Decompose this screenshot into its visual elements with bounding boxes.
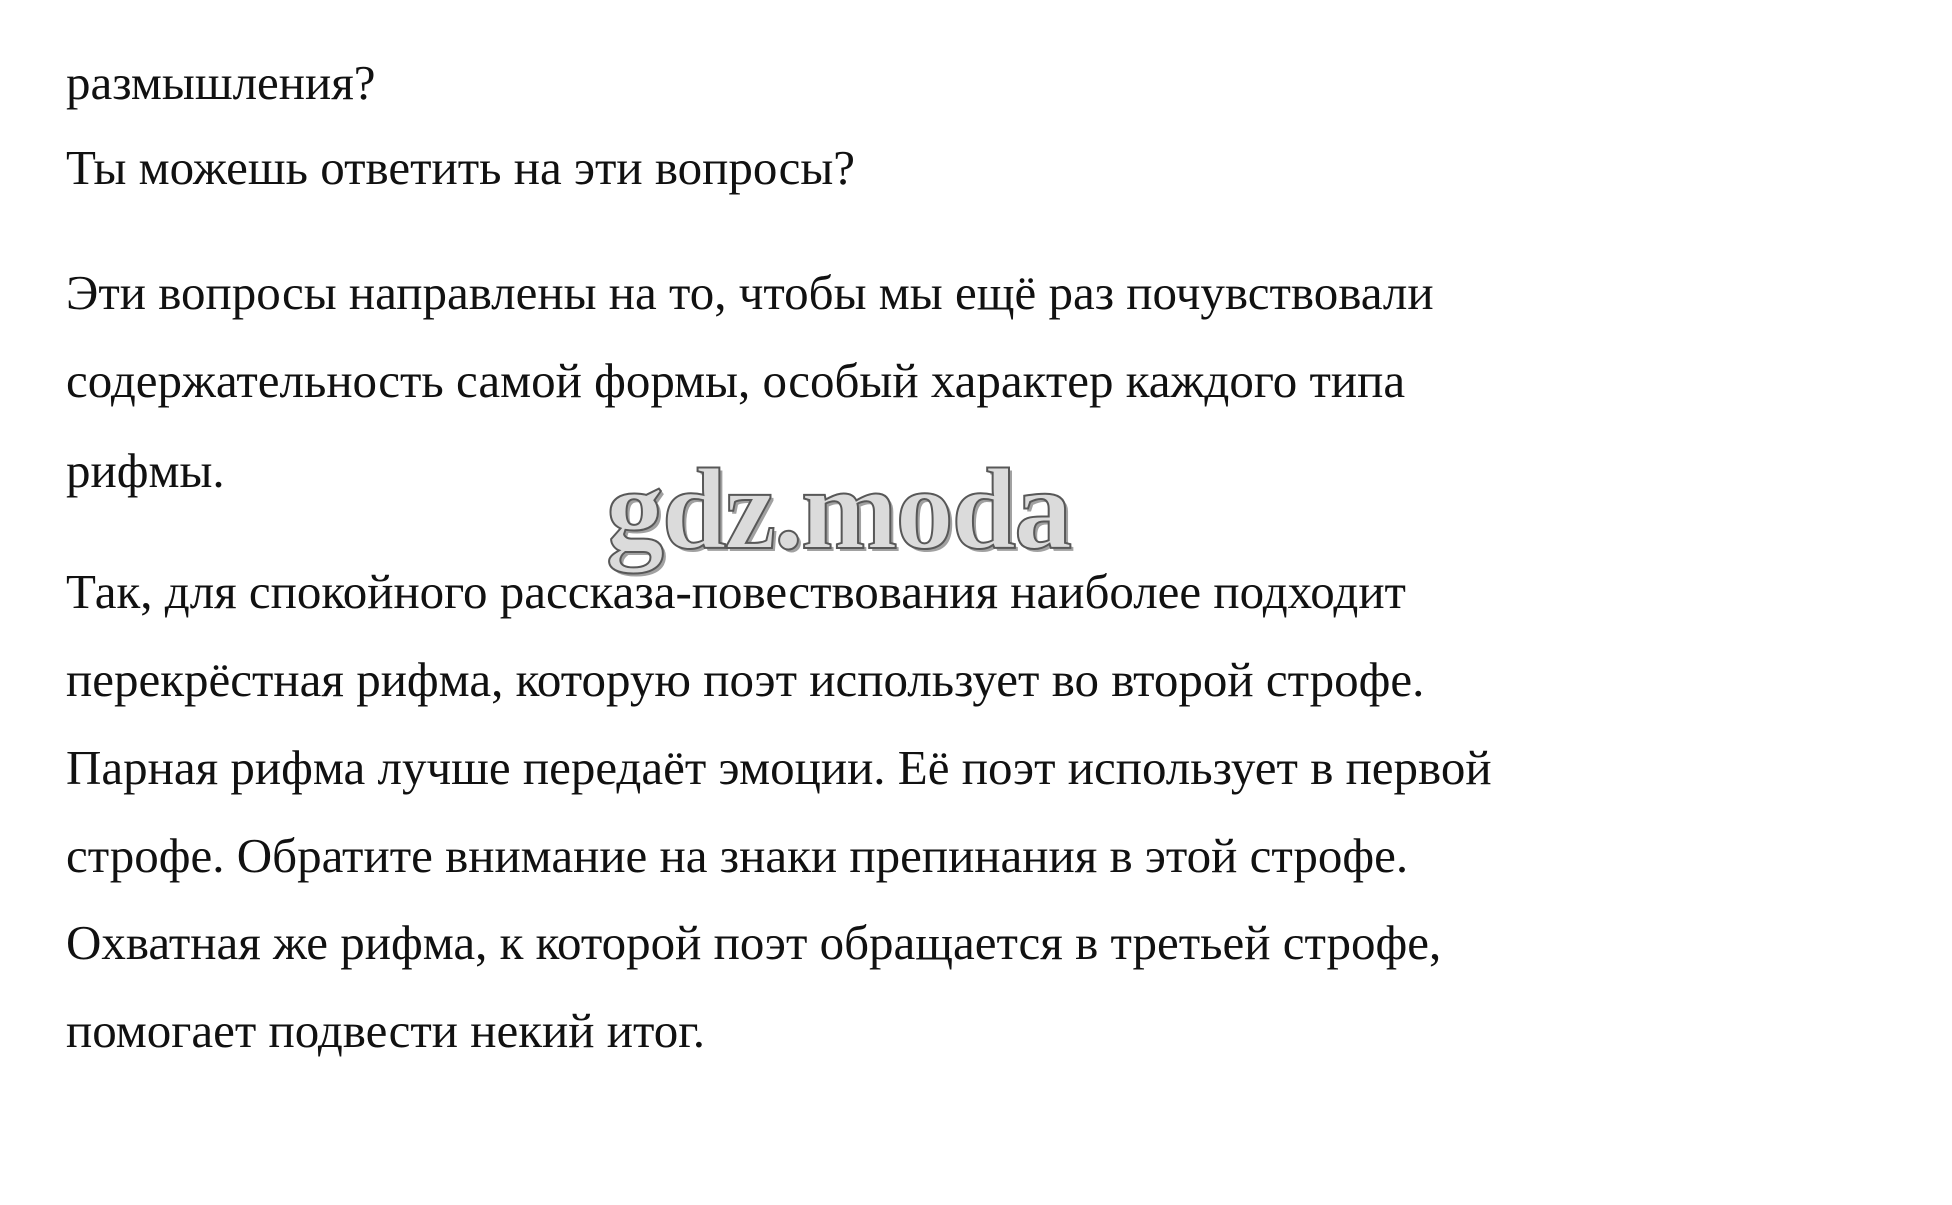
text-line: Так, для спокойного рассказа-повествования наиболее подходит: [66, 564, 1406, 619]
text-line: Охватная же рифма, к которой поэт обращается в третьей строфе,: [66, 915, 1442, 970]
text-line: строфе. Обратите внимание на знаки препинания в этой строфе.: [66, 828, 1409, 883]
text-line: Ты можешь ответить на эти вопросы?: [66, 140, 856, 195]
text-line: Эти вопросы направлены на то, чтобы мы ещё раз почувствовали: [66, 265, 1434, 320]
watermark: gdz.moda: [606, 446, 1071, 574]
text-line: помогает подвести некий итог.: [66, 1003, 706, 1058]
text-line: Парная рифма лучше передаёт эмоции. Её поэт использует в первой: [66, 740, 1492, 795]
text-line: перекрёстная рифма, которую поэт использует во второй строфе.: [66, 652, 1425, 707]
text-line: размышления?: [66, 55, 376, 110]
text-line: рифмы.: [66, 443, 225, 498]
text-line: содержательность самой формы, особый характер каждого типа: [66, 353, 1406, 408]
